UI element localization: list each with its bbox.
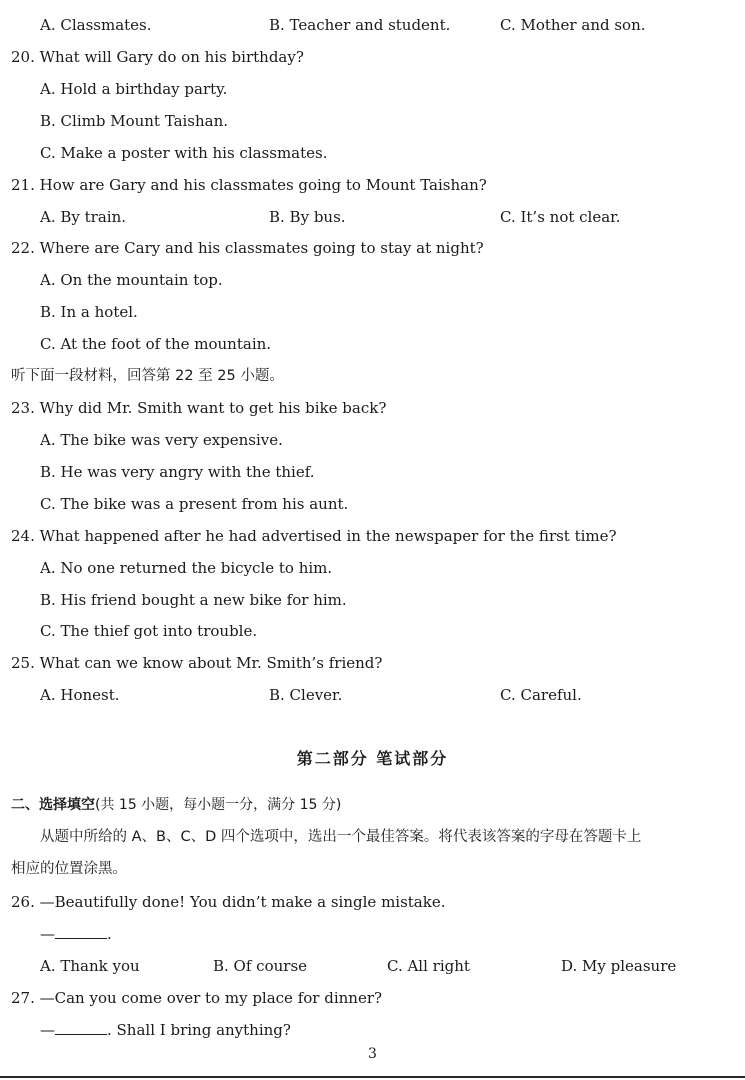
q23-stem: 23. Why did Mr. Smith want to get his bike back? — [11, 399, 387, 417]
q26-option-a: A. Thank you — [40, 957, 140, 975]
q20-stem: 20. What will Gary do on his birthday? — [11, 48, 304, 66]
q27-reply-suffix: . Shall I bring anything? — [107, 1021, 291, 1039]
q26-reply-dash: — — [40, 925, 55, 943]
section2-heading-label: 二、选择填空 — [11, 797, 95, 813]
q24-option-b: B. His friend bought a new bike for him. — [40, 591, 347, 609]
q23-option-a: A. The bike was very expensive. — [40, 431, 283, 449]
q23-option-b: B. He was very angry with the thief. — [40, 463, 315, 481]
q26-option-c: C. All right — [387, 957, 470, 975]
q27-answer-blank — [55, 1020, 107, 1035]
q21-option-b: B. By bus. — [269, 208, 346, 226]
q26-reply — [40, 924, 112, 944]
part-title: 第二部分 笔试部分 — [296, 749, 449, 768]
q26-reply-suffix: . — [107, 925, 112, 943]
q25-stem: 25. What can we know about Mr. Smith’s friend? — [11, 654, 383, 672]
q20-option-a: A. Hold a birthday party. — [40, 80, 228, 98]
q22-option-b: B. In a hotel. — [40, 303, 138, 321]
q22-option-c: C. At the foot of the mountain. — [40, 335, 272, 353]
bottom-rule — [0, 1076, 745, 1078]
q23-option-c: C. The bike was a present from his aunt. — [40, 495, 349, 513]
q19-option-b: B. Teacher and student. — [269, 16, 451, 34]
q24-stem: 24. What happened after he had advertised in the newspaper for the first time? — [11, 527, 617, 545]
q20-option-b: B. Climb Mount Taishan. — [40, 112, 229, 130]
q26-answer-blank — [55, 924, 107, 939]
section2-instruction-line1: 从题中所给的 A、B、C、D 四个选项中，选出一个最佳答案。将代表该答案的字母在答题卡上 — [40, 829, 642, 845]
section2-heading-note: (共 15 小题，每小题一分，满分 15 分) — [95, 797, 342, 813]
q21-stem: 21. How are Gary and his classmates going to Mount Taishan? — [11, 176, 487, 194]
q24-option-c: C. The thief got into trouble. — [40, 622, 258, 640]
q26-option-b: B. Of course — [213, 957, 308, 975]
q25-option-a: A. Honest. — [40, 686, 120, 704]
q25-option-c: C. Careful. — [500, 686, 582, 704]
q27-stem: 27. —Can you come over to my place for dinner? — [11, 989, 383, 1007]
q21-option-a: A. By train. — [40, 208, 127, 226]
q26-option-d: D. My pleasure — [561, 957, 677, 975]
q19-option-a: A. Classmates. — [40, 16, 152, 34]
q21-option-c: C. It’s not clear. — [500, 208, 621, 226]
q19-option-c: C. Mother and son. — [500, 16, 646, 34]
q27-reply-dash: — — [40, 1021, 55, 1039]
section2-instruction-line2: 相应的位置涂黑。 — [11, 861, 127, 877]
page-number: 3 — [368, 1046, 377, 1062]
q26-stem: 26. —Beautifully done! You didn’t make a single mistake. — [11, 893, 446, 911]
q25-option-b: B. Clever. — [269, 686, 343, 704]
q22-stem: 22. Where are Cary and his classmates going to stay at night? — [11, 239, 484, 257]
q20-option-c: C. Make a poster with his classmates. — [40, 144, 328, 162]
section2-heading — [11, 795, 341, 815]
q24-option-a: A. No one returned the bicycle to him. — [40, 559, 333, 577]
listening-instruction: 听下面一段材料，回答第 22 至 25 小题。 — [11, 368, 284, 384]
q22-option-a: A. On the mountain top. — [40, 271, 223, 289]
q27-reply — [40, 1020, 291, 1040]
